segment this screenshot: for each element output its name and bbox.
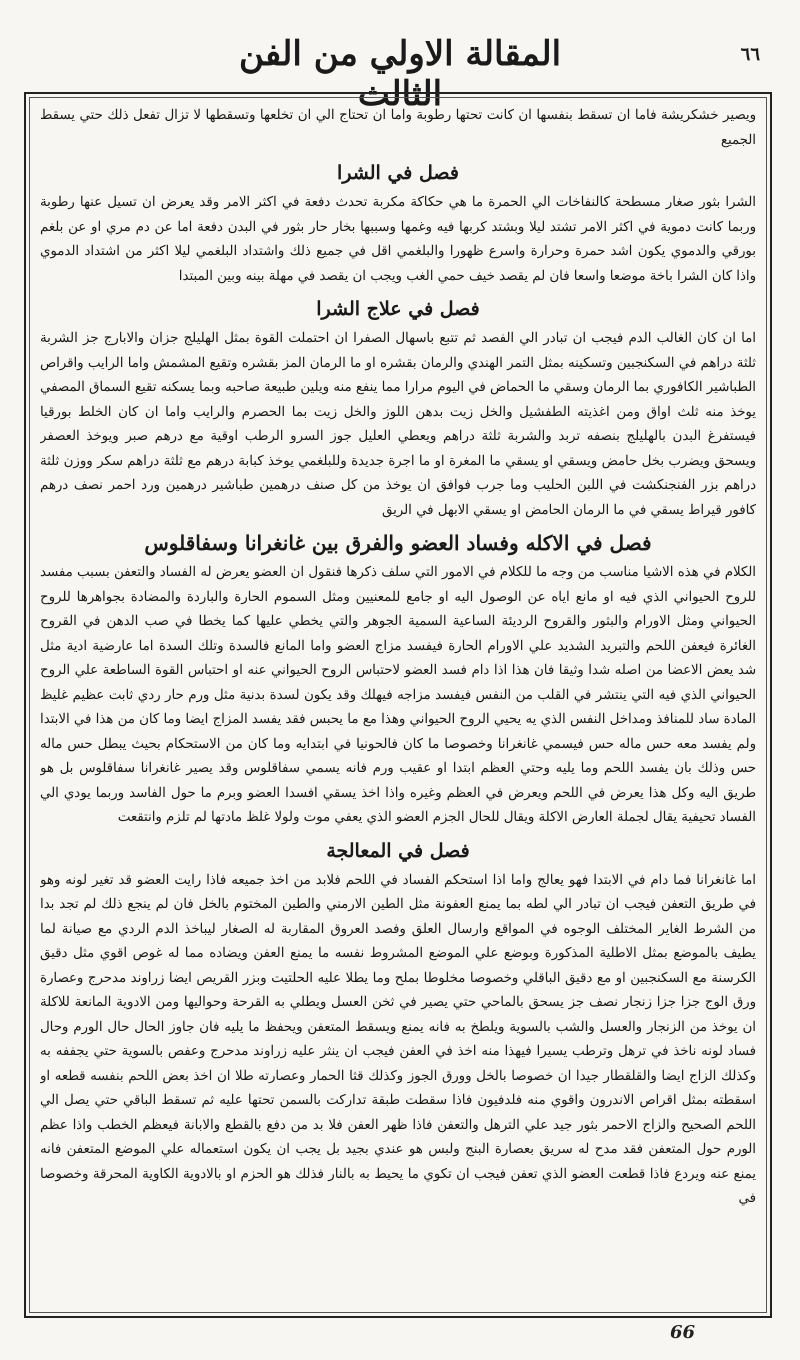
section-heading-treatment: فصل في المعالجة bbox=[326, 839, 470, 862]
section-heading-shara-treatment: فصل في علاج الشرا bbox=[316, 298, 480, 320]
header-page-number: ٦٦ bbox=[740, 44, 760, 65]
section-text-shara-treatment: اما ان كان الغالب الدم فيجب ان تبادر الي الفصد ثم تتبع باسهال الصفرا ان احتملت القوة بمثل الهليلج جزان والابارج جز الشربة ثلثة دراهم في السكنجبين وتسكينه بمثل التمر الهندي والرمان بقشره او ما الرمان المز بقشره وتقيع المشمش واما الرايب واقراص الطباشير الكافوري بما الرمان وسقي ما الحماض في اليوم مرارا مما ينفع منه ويلين طبيعة صاحبه وبما يسكنه تقيع السماق المصفي يوخذ منه ثلث اواق ومن اغذيته الطفشيل والخل زيت بدهن اللوز والخل زيت بما الحصرم والرايب واما ان كان الخلط بورقيا فيستفرغ البدن بالهليلج بنصفه تربد والشربة ثلثة دراهم ويعطي العليل جوز السرو الرطب اوقية مع درهم صبر ويوخذ العصفر ويسحق ويضرب بخل حامض ويسقي او يسقي ما المغرة او ما اجرة جديدة وللبلغمي يوخذ كبابة درهم مع ثلثة دراهم سكر ووزن ثلثة دراهم بزر الفنجنكشت في اللبن الحليب وما جرب فوافق ان يوخذ من كل صنف درهمين طباشير درهمين ورد احمر نصف درهم كافور قيراط يسقي في ما الرمان الحامض او يسقي الابهل في الريق bbox=[40, 331, 756, 518]
text-frame bbox=[24, 92, 772, 1318]
section-heading-shara: فصل في الشرا bbox=[337, 162, 459, 184]
section-heading-gangrene: فصل في الاكله وفساد العضو والفرق بين غانغرانا وسفاقلوس bbox=[144, 531, 652, 555]
section-text-shara: الشرا بثور صغار مسطحة كالنفاخات الي الحمرة ما هي حكاكة مكربة تحدث دفعة في اكثر الامر وقد يعرض ان تسيل عنها رطوبة وربما كانت دموية في اكثر الامر تشتد ليلا وبشتد كربها فيه وغمها وسببها بخار حار بثور في البدن دفعة اما عن دم مري او عن بلغم بورقي والدموي يكون اشد حمرة وحرارة واسرع ظهورا والبلغمي اقل في جميع ذلك واشتداد البلغمي ليلا اكثر من اشتداد الدموي واذا كان الشرا باخة موضعا واسعا فان لم يقصد خيف حمي الغب ويجب ان يقصد في مهلة بينه وبين المبتدا bbox=[40, 195, 756, 284]
section-text-gangrene: الكلام في هذه الاشيا مناسب من وجه ما للكلام في الامور التي سلف ذكرها فنقول ان العضو يعرض له الفساد والتعفن بسبب مفسد للروح الحيواني الذي فيه او مانع اياه عن الوصول اليه او جامع للمعنيين ومثل السموم الحارة والباردة والمضادة بجواهرها للروح الحيواني ومثل الاورام والبثور والقروح الرديئة الساعية السمية الجوهر والتي يخطي عليها كما يخطا في صب الدهن في القروح الغائرة فيعفن اللحم والتبريد الشديد علي الاورام الحارة فيفسد مزاج العضو واما المانع فالسدة وتلك السدة اما عارضية ادية مثل شد يعض الاعضا من اصله شدا وثيقا فان هذا اذا دام فسد العضو لاحتباس الروح الحيواني عنه او احتباس القوة الساطعة علي الروح الحيواني الذي فيه التي ينتشر في القلب من النفس فيفسد مزاجه فيهلك وقد يكون لسدة بدنية مثل ورم حار ردي ثابت عظيم غليظ المادة ساد للمنافذ ومداخل النفس الذي يه يحيي الروح الحيواني وهذا مع ما يحبس فقد يفسد المزاج ايضا وما كان من هذا في الابتدا ولم يفسد معه حس ماله حس فيسمي غانغرانا وخصوصا ما كان فالحونيا في ابتدايه وما كان من الاستحكام بحيث يبطل حس ماله حس وذلك بان يفسد اللحم وما يليه وحتي العظم ابتدا او عقيب ورم فانه يسمي سفاقلوس وقد يصير غانغرانا سفاقلوس بل هو طريق اليه وكل هذا يعرض في اللحم ويعرض في العظم وغيره واذا اخذ يسقي افسدا العضو وبرم ما حول الفاسد وربما يودي الي الفساد تحيفية يقال لجملة العارض الاكلة ويقال للحال الجزم العضو الذي يعفي موت ولولا غلظ مادتها لم تلزم وانتقعت bbox=[40, 565, 756, 825]
footer-page-number: 66 bbox=[670, 1322, 696, 1343]
page-header bbox=[30, 28, 770, 114]
intro-paragraph: ويصير خشكريشة فاما ان تسقط بنفسها ان كانت تحتها رطوبة واما ان تحتاج الي ان تخلعها وتسقطها لا تزال تفعل ذلك حتي يسقط الجميع bbox=[40, 108, 756, 148]
section-text-treatment: اما غانغرانا فما دام في الابتدا فهو يعالج واما اذا استحكم الفساد في اللحم فلابد من اخذ جميعه فاذا رايت العضو قد تغير لونه وهو في طريق التعفن فيجب ان تبادر الي لطه بما يمنع العفونة مثل الطين الارمني والطين المختوم بالخل فان لم ينجع ذلك لم تجد بدا من الشرط الغاير المختلف الوجوه في المواقع وارسال العلق وفصد العروق المقاربة له الصغار ليباخذ الدم الردي مع صيانة لما يطيف بالموضع بمثل الاطلية المذكورة وبوضع علي الموضع المشروط نفسه ما يمنع العفن ويضاده مما له غوص اقوي مثل دقيق الكرسنة مع السكنجبين او مع دقيق الباقلي وخصوصا مخلوطا بملح وما يطلا عليه الحلتيت وبزر القريص ايضا زراوند مدحرج وعصارة ورق الوج جزا جزا زنجار نصف جز يسحق بالماحي حتي يصير في ثخن العسل ويطلي به القرحة وحواليها ومن الادوية المانعة للاكلة ان يوخذ من الزنجار والعسل والشب بالسوية ويلطخ به فانه يمنع ويسقط المتعفن ويحفظ ما يليه فان جاوز الحال حال الورم وحال فساد لونه ناخذ في ترهل وترطب يسيرا فيهذا منه اخذ في العفن فيجب ان ينثر عليه زراوند مدحرج وعفص بالسوية حتي يجففه به وكذلك الزاج ايضا والقلقطار جيدا ان خصوصا بالخل وورق الجوز وكذلك قثا الحمار وعصارته طلا ان اخذ بعض اللحم بنفسه قطعه او اسقطته بمثل اقراص الاندرون واقوي منه فلدفيون فاذا سقطت طبقة تداركت بالسمن تحتها عليه ثم تسقط الباقي حتي يصل الي اللحم الصحيح والزاج الاحمر بثور جيد علي الترهل والتعفن فاذا ظهر العفن فلا بد من دفع بالقطع والابانة فيعظم الخطب واذا عظم الورم حول المتعفن فقد مدح له سريق بعصارة البنج ولبس هو عندي بجيد بل يجب ان يكون استعماله علي الموضع المتعفن فانه يمنع عنه ويردع فاذا قطعت العضو الذي تعفن فيجب ان تكوي ما يحيط به بالنار فذلك هو الحزم او بالادوية الكاوية المحرقة وخصوصا في bbox=[40, 872, 756, 1206]
running-title: المقالة الاولي من الفن الثالث bbox=[238, 34, 562, 114]
text-block bbox=[40, 104, 756, 1306]
